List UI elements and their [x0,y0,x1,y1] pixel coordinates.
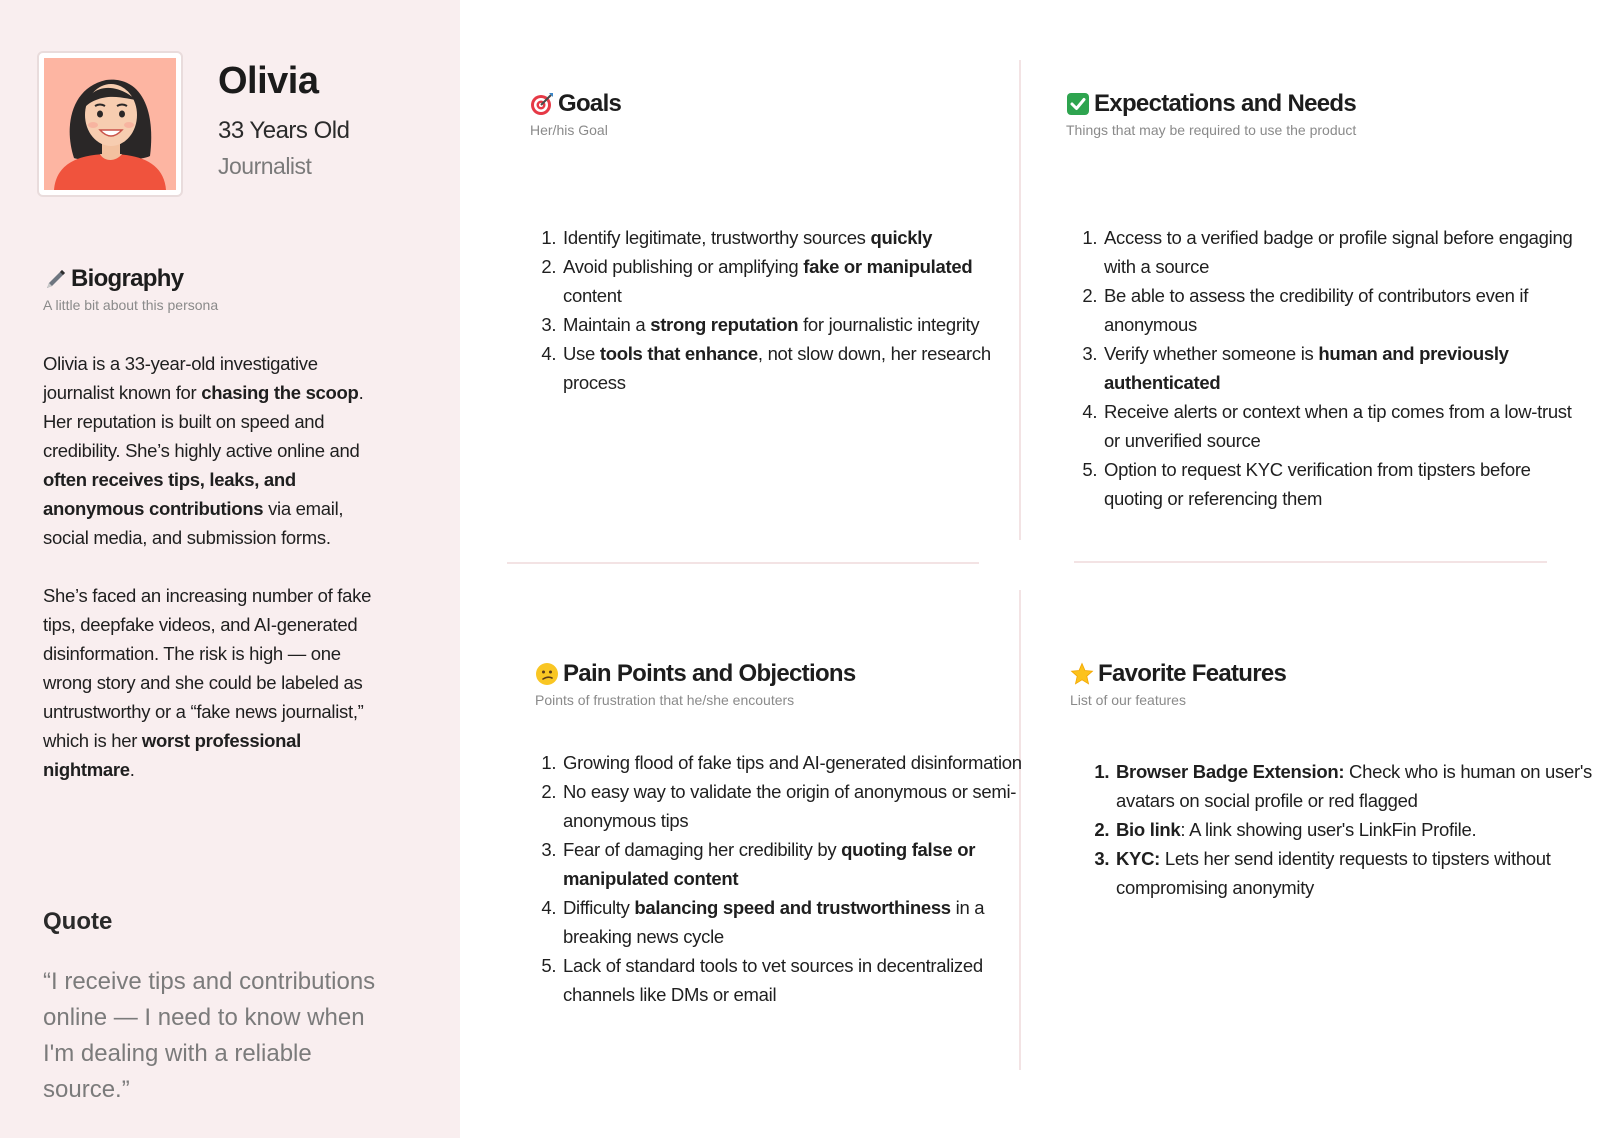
expectations-header [1066,90,1356,138]
list-item [561,835,1031,893]
list-item [561,252,1031,310]
list-item [1102,223,1582,281]
emphasis-text: tools that enhance [599,343,758,364]
emphasis-text: chasing the scoop [201,382,359,403]
list-item [1102,339,1582,397]
body-text: Growing flood of fake tips and AI-generated disinformation [563,752,1022,773]
expectations-subtitle: Things that may be required to use the product [1066,122,1357,138]
body-text: Check who is human on user's avatars on social profile or red flagged [1116,761,1593,811]
body-text: Verify whether someone is [1104,343,1319,364]
body-text: No easy way to validate the origin of anonymous or semi-anonymous tips [563,781,1017,831]
list-item [1102,281,1582,339]
body-text: Fear of damaging her credibility by [563,839,842,860]
features-header [1070,660,1286,708]
goals-title: Goals [558,90,622,117]
emphasis-text: quoting false or manipulated content [563,839,976,889]
avatar-illustration [44,58,176,190]
body-text: Lack of standard tools to vet sources in decentralized channels like DMs or email [563,955,983,1005]
biography-paragraph [43,349,388,552]
emphasis-text: fake or manipulated [803,256,973,277]
persona-age: 33 Years Old [218,117,350,144]
goals-subtitle: Her/his Goal [530,122,608,138]
list-item [1114,757,1600,815]
biography-subtitle: A little bit about this persona [43,297,219,313]
list-item [561,951,1031,1009]
divider [507,562,979,564]
body-text: via email, social media, and submission forms. [43,498,344,548]
emphasis-text: strong reputation [650,314,799,335]
body-text: Olivia is a 33-year-old investigative journalist known for [43,353,318,403]
list-item [561,310,1031,339]
body-text: content [563,285,622,306]
body-text: . [129,759,135,780]
list-item [1102,455,1582,513]
expectations-title: Expectations and Needs [1094,90,1357,117]
goals-header [530,90,621,138]
body-text: Avoid publishing or amplifying [563,256,804,277]
pen-icon [43,267,67,291]
confused-face-icon [535,662,559,686]
expectations-list [1074,223,1582,513]
features-title: Favorite Features [1098,660,1287,687]
body-text: in a breaking news cycle [563,897,985,947]
emphasis-text: Bio link [1116,819,1181,840]
check-mark-icon [1066,92,1090,116]
body-text: Maintain a [563,314,651,335]
emphasis-text: worst professional nightmare [43,730,301,780]
list-item [561,223,1031,252]
goals-list [533,223,1031,397]
body-text: Receive alerts or context when a tip comes from a low-trust or unverified source [1104,401,1572,451]
emphasis-text: often receives tips, leaks, and anonymous contributions [43,469,296,519]
biography-text [43,349,388,813]
body-text: : A link showing user's LinkFin Profile. [1180,819,1477,840]
body-text: Be able to assess the credibility of contributors even if anonymous [1104,285,1529,335]
pain-points-header [535,660,856,708]
emphasis-text: quickly [870,227,933,248]
quote-text: “I receive tips and contributions online — I need to know when I'm dealing with a reliable source.” [43,968,376,1103]
biography-title: Biography [71,265,184,292]
persona-role: Journalist [218,153,312,179]
features-list [1086,757,1600,902]
star-icon [1070,662,1094,686]
avatar [37,51,183,197]
emphasis-text: human and previously authenticated [1104,343,1509,393]
body-text: Access to a verified badge or profile signal before engaging with a source [1104,227,1573,277]
emphasis-text: balancing speed and trustworthiness [634,897,951,918]
body-text: Identify legitimate, trustworthy sources [563,227,871,248]
target-icon [530,92,554,116]
body-text: . Her reputation is built on speed and credibility. She’s highly active online and [43,382,364,461]
pain-points-title: Pain Points and Objections [563,660,856,687]
persona-sidebar [0,0,460,1138]
biography-paragraph [43,581,388,784]
list-item [1114,844,1600,902]
pain-points-subtitle: Points of frustration that he/she encouters [535,692,795,708]
body-text: She’s faced an increasing number of fake tips, deepfake videos, and AI-generated disinformation. The risk is high — one wrong story and she could be labeled as untrustworthy or a “fake news journalist,” which is her [43,585,372,751]
divider [1074,561,1547,563]
body-text: Use [563,343,600,364]
persona-name: Olivia [218,60,319,102]
list-item [561,339,1031,397]
features-subtitle: List of our features [1070,692,1186,708]
list-item [561,893,1031,951]
list-item [561,777,1031,835]
biography-header [43,265,218,313]
body-text: Difficulty [563,897,635,918]
body-text: , not slow down, her research process [563,343,991,393]
list-item [1114,815,1600,844]
list-item [561,748,1031,777]
list-item [1102,397,1582,455]
body-text: Lets her send identity requests to tipsters without compromising anonymity [1116,848,1551,898]
quote-title: Quote [43,908,113,935]
emphasis-text: KYC: [1116,848,1161,869]
body-text: for journalistic integrity [798,314,980,335]
pain-points-list [533,748,1031,1009]
body-text: Option to request KYC verification from tipsters before quoting or referencing them [1104,459,1531,509]
emphasis-text: Browser Badge Extension: [1116,761,1345,782]
